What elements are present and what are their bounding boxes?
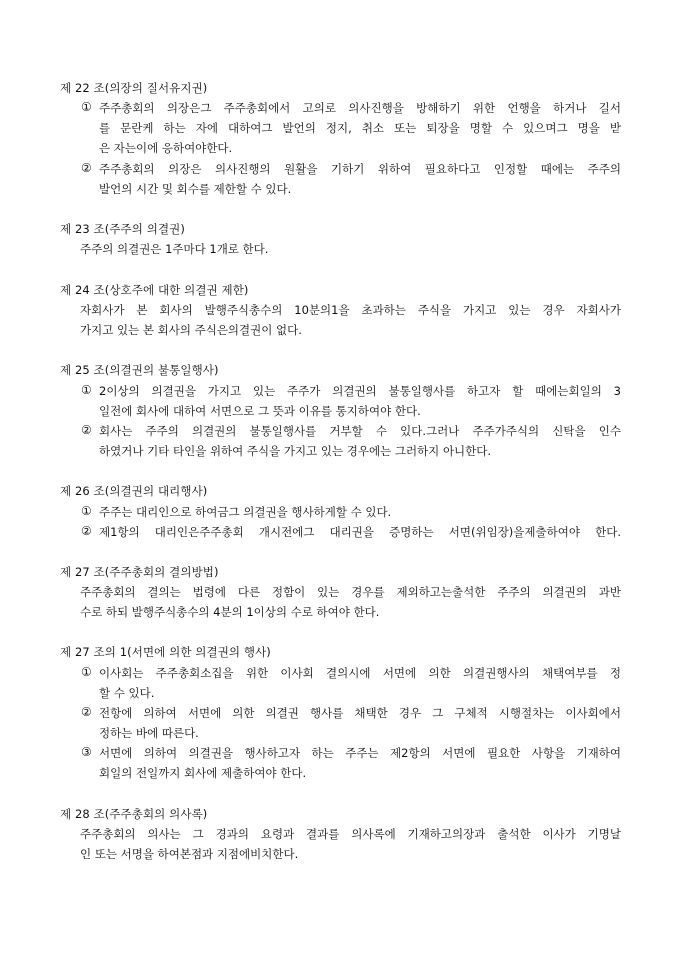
body-line: 주주의 의결권은 1주마다 1개로 한다. [80, 242, 269, 256]
body-line: 회일의 전일까지 회사에 제출하여야 한다. [99, 766, 307, 780]
body-line: 서면에 의하여 의결권을 행사하고자 하는 주주는 제2항의 서면에 필요한 사항을 기재하여 [99, 746, 621, 760]
body-line: 회사는 주주의 의결권의 불통일행사를 거부할 수 있다.그러나 주주가주식의 신탁을 인수 [99, 424, 621, 438]
article-27-1-heading: 제 27 조의 1(서면에 의한 의결권의 행사) [60, 645, 271, 659]
body-line: 정하는 바에 따른다. [99, 726, 199, 740]
body-line: 이사회는 주주총회소집을 위한 이사회 결의시에 서면에 의한 의결권행사의 채택여부를 정 [99, 666, 621, 680]
item-number: ③ [81, 745, 92, 759]
body-line: 주주총회의 의장은그 주주총회에서 고의로 의사진행을 방해하기 위한 언행을 하거나 길서 [99, 101, 621, 115]
body-line: 하였거나 기타 타인을 위하여 주식을 가지고 있는 경우에는 그러하지 아니한다. [99, 444, 492, 458]
body-line: 주주총회의 결의는 법령에 다른 정함이 있는 경우를 제외하고는출석한 주주의 의결권의 과반 [80, 585, 621, 599]
body-line: 인 또는 서명을 하여본점과 지점에비치한다. [80, 847, 299, 861]
item-number: ② [81, 161, 92, 175]
item-number: ② [81, 705, 92, 719]
article-27-heading: 제 27 조(주주총회의 결의방법) [60, 565, 219, 579]
body-line: 일전에 회사에 대하여 서면으로 그 뜻과 이유를 통지하여야 한다. [99, 404, 421, 418]
article-28-heading: 제 28 조(주주총회의 의사록) [60, 807, 208, 821]
body-line: 주주는 대리인으로 하여금그 의결권을 행사하게할 수 있다. [99, 505, 392, 519]
body-line: 할 수 있다. [99, 686, 155, 700]
body-line: 2이상의 의결권을 가지고 있는 주주가 의결권의 불통일행사를 하고자 할 때에는회일의 3 [99, 384, 621, 398]
item-number: ② [81, 423, 92, 437]
body-line: 를 문란케 하는 자에 대하여그 발언의 정지, 취소 또는 퇴장을 명할 수 있으며그 명을 받 [99, 121, 621, 135]
article-22-heading: 제 22 조(의장의 질서유지권) [60, 81, 208, 95]
item-number: ① [81, 100, 92, 114]
body-line: 수로 하되 발행주식총수의 4분의 1이상의 수로 하여야 한다. [80, 605, 380, 619]
body-line: 주주총회의 의장은 의사진행의 원활을 기하기 위하여 필요하다고 인정할 때에는 주주의 [99, 162, 621, 176]
article-26-heading: 제 26 조(의결권의 대리행사) [60, 484, 208, 498]
item-number: ① [81, 504, 92, 518]
item-number: ① [81, 665, 92, 679]
body-line: 주주총회의 의사는 그 경과의 요령과 결과를 의사록에 기재하고의장과 출석한 이사가 기명날 [80, 827, 621, 841]
article-23-heading: 제 23 조(주주의 의결권) [60, 222, 185, 236]
body-line: 가지고 있는 본 회사의 주식은의결권이 없다. [80, 323, 302, 337]
article-25-heading: 제 25 조(의결권의 불통일행사) [60, 363, 219, 377]
body-line: 제1항의 대리인은주주총회 개시전에그 대리권을 증명하는 서면(위임장)을제출하여야 한다. [99, 525, 621, 539]
item-number: ① [81, 383, 92, 397]
item-number: ② [81, 524, 92, 538]
body-line: 전항에 의하여 서면에 의한 의결권 행사를 채택한 경우 그 구체적 시행절차는 이사회에서 [99, 706, 621, 720]
body-line: 은 자는이에 응하여야한다. [99, 141, 233, 155]
body-line: 자회사가 본 회사의 발행주식총수의 10분의1을 초과하는 주식을 가지고 있는 경우 자회사가 [80, 303, 621, 317]
article-24-heading: 제 24 조(상호주에 대한 의결권 제한) [60, 283, 249, 297]
body-line: 발언의 시간 및 회수를 제한할 수 있다. [99, 182, 292, 196]
